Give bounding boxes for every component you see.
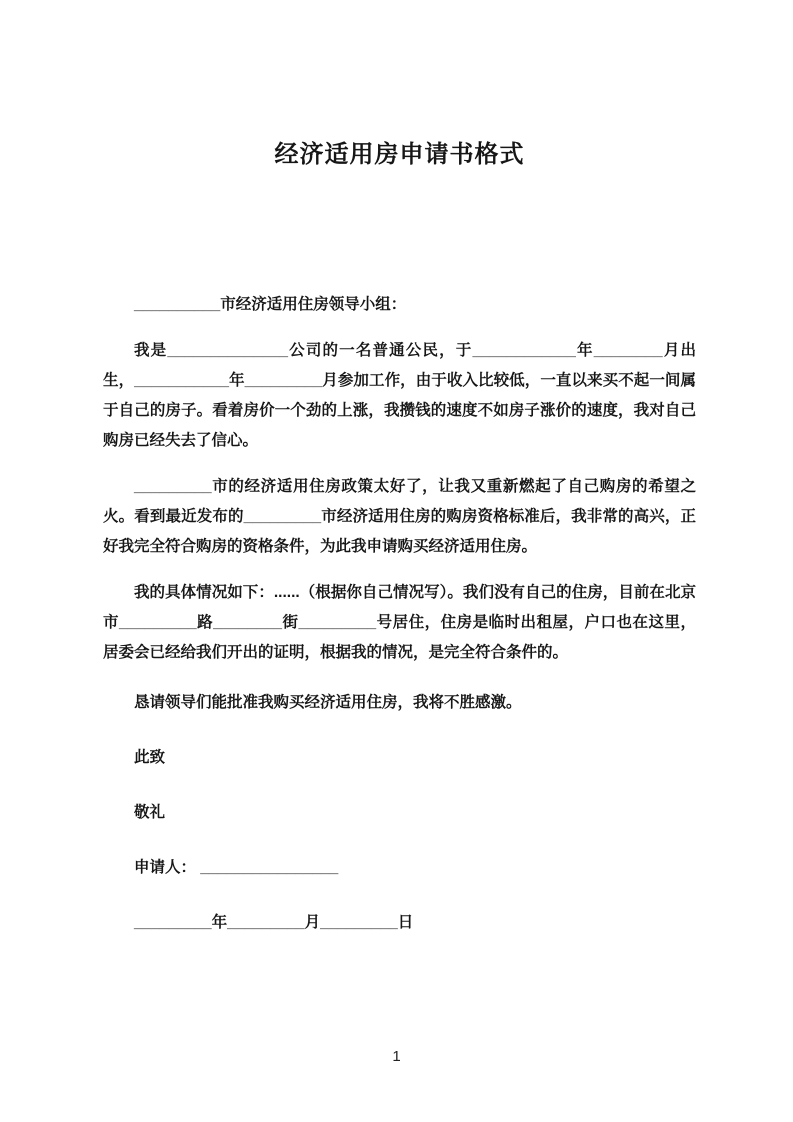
page-number: 1 bbox=[392, 1048, 401, 1065]
paragraph-situation: 我的具体情况如下：......（根据你自己情况写）。我们没有自己的住房，目前在北京市_________路________街_________号居住，住房是临时出租屋，户口也在这里，居委会已经给我们开出的证明，根据我的情况，是完全符合条件的。 bbox=[103, 584, 696, 661]
page-title: 经济适用房申请书格式 bbox=[274, 141, 525, 168]
salute-jingli: 敬礼 bbox=[134, 804, 166, 821]
greeting-line: __________市经济适用住房领导小组： bbox=[134, 296, 407, 313]
salute-cizhi: 此致 bbox=[134, 749, 166, 766]
applicant-signature-line: 申请人： ________________ bbox=[134, 859, 339, 876]
paragraph-intro: 我是______________公司的一名普通公民，于____________年________月出生，___________年_________月参加工作，由于收入比较低，一直以来买不起一间属于自己的房子。看着房价一个劲的上涨，我攒钱的速度不如房子涨价的速度，我对自己购房已经失去了信心。 bbox=[103, 342, 696, 449]
paragraph-policy: _________市的经济适用住房政策太好了，让我又重新燃起了自己购房的希望之火。看到最近发布的_________市经济适用住房的购房资格标准后，我非常的高兴，正好我完全符合购房的资格条件，为此我申请购买经济适用住房。 bbox=[103, 478, 696, 555]
date-line: _________年_________月_________日 bbox=[134, 914, 414, 931]
paragraph-request: 恳请领导们能批准我购买经济适用住房，我将不胜感激。 bbox=[134, 694, 522, 711]
